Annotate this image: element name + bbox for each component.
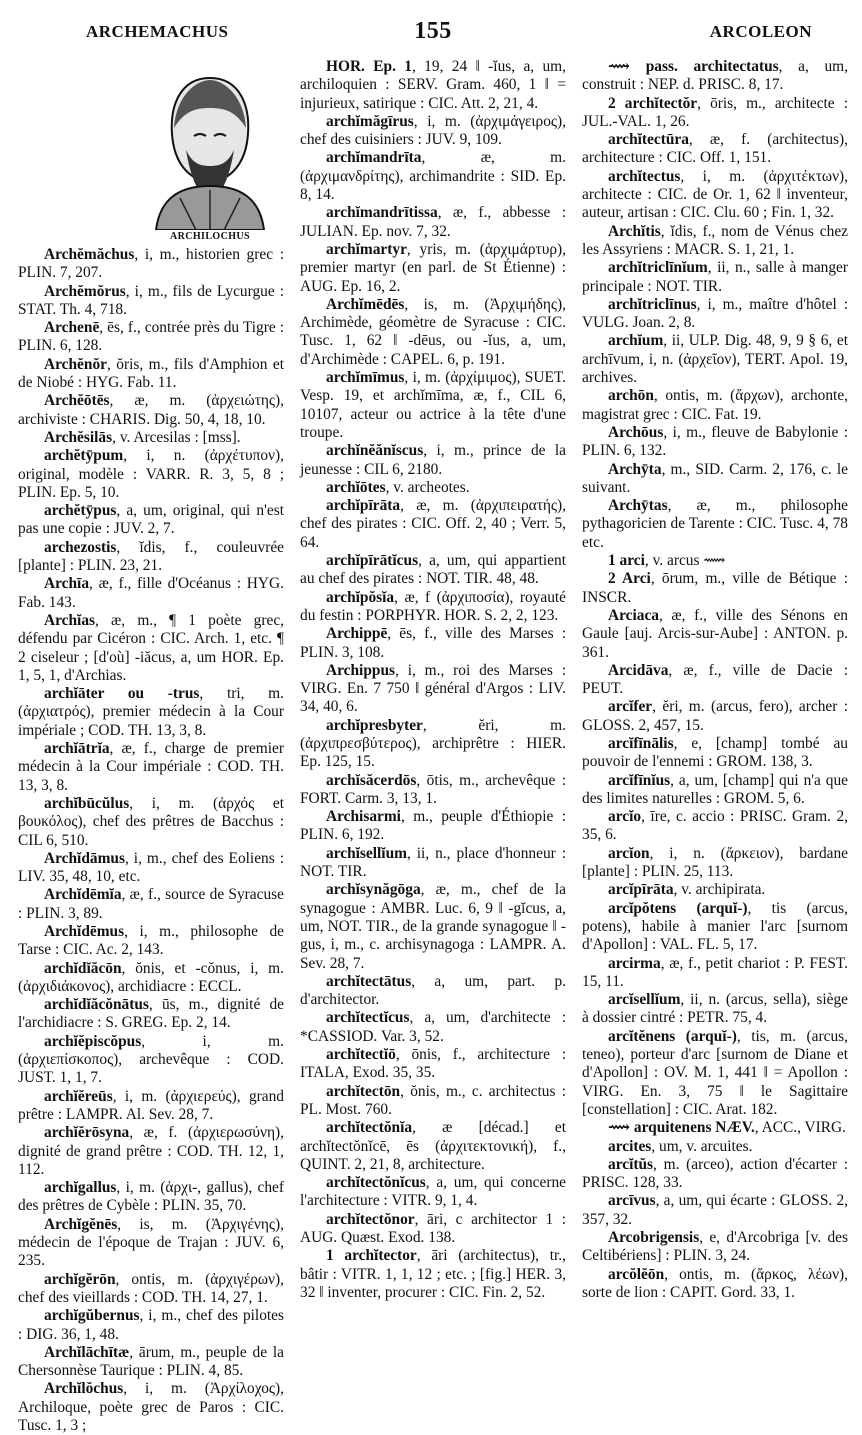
dictionary-entry: archĭtriclīnus, i, m., maître d'hôtel : VULG. Joan. 2, 8. bbox=[582, 295, 848, 332]
dictionary-entry: Archĕōtēs, æ, m. (ἀρχειώτης), archiviste : CHARIS. Dig. 50, 4, 18, 10. bbox=[18, 392, 284, 428]
dictionary-entry: archĭnĕănĭscus, i, m., prince de la jeunesse : CIL 6, 2180. bbox=[300, 442, 566, 478]
header-right-guideword: ARCOLEON bbox=[709, 22, 812, 41]
dictionary-entry: archĭtectus, i, m. (ἀρχιτέκτων), architecte : CIC. de Or. 1, 62 ‖ inventeur, auteur, artisan : CIC. Clu. 60 ; Fin. 1, 32. bbox=[582, 167, 848, 222]
dictionary-entry: arcĭon, i, n. (ἄρκειον), bardane [plante] : PLIN. 25, 113. bbox=[582, 844, 848, 881]
dictionary-entry: 2 Arci, ōrum, m., ville de Bétique : INSCR. bbox=[582, 570, 849, 606]
dictionary-entry: arcĭpīrāta, v. archipirata. bbox=[608, 881, 766, 899]
dictionary-entry: Archĭtis, ĭdis, f., nom de Vénus chez les Assyriens : MACR. S. 1, 21, 1. bbox=[582, 222, 848, 258]
dictionary-entry: archĭdĭăcōn, ŏnis, et -cŏnus, i, m. (ἀρχιδιάκονος), archidiacre : ECCL. bbox=[18, 959, 284, 995]
dictionary-entry: arcĭpŏtens (arquĭ-), tis (arcus, potens), habile à manier l'arc [surnom d'Apollon] : VAL. FL. 5, 17. bbox=[582, 899, 849, 954]
column-2 bbox=[300, 58, 566, 1435]
dictionary-entry: archĭpīrātĭcus, a, um, qui appartient au chef des pirates : NOT. TIR. 48, 48. bbox=[300, 552, 566, 588]
archilochus-figure bbox=[136, 58, 284, 246]
dictionary-entry: Archĭlāchītæ, ārum, m., peuple de la Chersonnèse Taurique : PLIN. 4, 85. bbox=[18, 1343, 284, 1380]
dictionary-entry: Archisarmi, m., peuple d'Éthiopie : PLIN. 6, 192. bbox=[300, 808, 566, 844]
dictionary-entry: Archĕnŏr, ŏris, m., fils d'Amphion et de Niobé : HYG. Fab. 11. bbox=[18, 355, 284, 392]
dictionary-entry: Archōus, i, m., fleuve de Babylonie : PLIN. 6, 132. bbox=[582, 423, 848, 460]
dictionary-entry: 1 archĭtector, āri (architectus), tr., bâtir : VITR. 1, 1, 12 ; etc. ; [fig.] HER. 3, 32 ‖ inventer, procurer : CIC. Fin. 2, 52. bbox=[300, 1247, 566, 1301]
dictionary-entry: Archĭmēdēs, is, m. (Ἀρχιμήδης), Archimède, géomètre de Syracuse : CIC. Tusc. 1, 62 ‖ -dēus, ou -ĭus, a, um, d'Archimède : CAPEL. 6, p. 191. bbox=[300, 295, 566, 368]
dictionary-entry: arcĭtĕnens (arquĭ-), tis, m. (arcus, teneo), porteur d'arc [surnom de Diane et d'Apollon] : OV. M. 1, 441 ‖ = Apollon : VIRG. En. 3, 75 ‖ le Sagittaire [constellation] : CIC. Arat. 182. bbox=[582, 1027, 848, 1118]
entry-columns bbox=[18, 58, 848, 1435]
dictionary-entry: ⟿ arquitenens NÆV., ACC., VIRG. bbox=[608, 1119, 847, 1137]
dictionary-entry: archĭum, ii, ULP. Dig. 48, 9, 9 § 6, et archīvum, i, n. (ἀρχεῖον), TERT. Apol. 19, archives. bbox=[582, 332, 848, 387]
dictionary-entry: Arcidāva, æ, f., ville de Dacie : PEUT. bbox=[582, 661, 848, 698]
dictionary-entry: 2 archĭtectŏr, ōris, m., architecte : JUL.-VAL. 1, 26. bbox=[582, 94, 848, 130]
dictionary-entry: archĭātrĭa, æ, f., charge de premier médecin à la Cour impériale : COD. TH. 13, 3, 8. bbox=[18, 740, 284, 794]
dictionary-entry: archĭpīrāta, æ, m. (ἀρχιπειρατής), chef des pirates : CIC. Off. 2, 40 ; Verr. 5, 64. bbox=[300, 497, 566, 551]
dictionary-entry: archĭtectūra, æ, f. (architectus), architecture : CIC. Off. 1, 151. bbox=[582, 131, 848, 167]
dictionary-entry: Archĭas, æ, m., ¶ 1 poète grec, défendu par Cicéron : CIC. Arch. 1, etc. ¶ 2 ciseleur ; [d'où] -iăcus, a, um HOR. Ep. 1, 5, 1, d'Archias. bbox=[18, 611, 284, 684]
dictionary-entry: Arciaca, æ, f., ville des Sénons en Gaule [auj. Arcis-sur-Aube] : ANTON. p. 361. bbox=[582, 606, 848, 661]
dictionary-entry: archĭsăcerdōs, ōtis, m., archevêque : FORT. Carm. 3, 13, 1. bbox=[300, 771, 566, 807]
dictionary-entry: archĭmartyr, yris, m. (ἀρχιμάρτυρ), premier martyr (en parl. de St Étienne) : AUG. Ep. 16, 2. bbox=[300, 240, 566, 295]
column-1 bbox=[18, 58, 284, 1435]
dictionary-entry: archezostis, ĭdis, f., couleuvrée [plante] : PLIN. 23, 21. bbox=[18, 538, 284, 575]
dictionary-entry: archĕtȳpus, a, um, original, qui n'est pas une copie : JUV. 2, 7. bbox=[18, 502, 284, 538]
dictionary-entry: archĭsellĭum, ii, n., place d'honneur : NOT. TIR. bbox=[300, 844, 566, 881]
dictionary-entry: Archĕmăchus, i, m., historien grec : PLIN. 7, 207. bbox=[18, 246, 284, 282]
dictionary-entry: archĭgŭbernus, i, m., chef des pilotes : DIG. 36, 1, 48. bbox=[18, 1307, 284, 1343]
dictionary-entry: archĭĕpiscŏpus, i, m. (ἀρχιεπίσκοπος), archevêque : COD. JUST. 1, 1, 7. bbox=[18, 1032, 284, 1087]
dictionary-entry: archĭtectĭō, ōnis, f., architecture : ITALA, Exod. 35, 35. bbox=[300, 1046, 566, 1082]
dictionary-entry: arcĭo, īre, c. accio : PRISC. Gram. 2, 35, 6. bbox=[582, 808, 848, 844]
dictionary-entry: Archĭdēmĭa, æ, f., source de Syracuse : PLIN. 3, 89. bbox=[18, 886, 284, 922]
dictionary-entry: arcĭfīnālis, e, [champ] tombé au pouvoir de l'ennemi : GROM. 138, 3. bbox=[582, 734, 848, 771]
dictionary-entry: Archĭdēmus, i, m., philosophe de Tarse : CIC. Ac. 2, 143. bbox=[18, 922, 284, 959]
dictionary-entry: Archippus, i, m., roi des Marses : VIRG. En. 7 750 ‖ général d'Argos : LIV. 34, 40, 6. bbox=[300, 661, 566, 716]
dictionary-entry: ⟿ pass. architectatus, a, um, construit : NEP. d. PRISC. 8, 17. bbox=[582, 58, 848, 94]
dictionary-entry: archĭtectātus, a, um, part. p. d'architector. bbox=[300, 972, 566, 1009]
dictionary-entry: archĭōtes, v. archeotes. bbox=[326, 478, 470, 496]
dictionary-entry: Archippē, ēs, f., ville des Marses : PLIN. 3, 108. bbox=[300, 625, 566, 661]
dictionary-entry: archĭtectĭcus, a, um, d'architecte : *CASSIOD. Var. 3, 52. bbox=[300, 1009, 566, 1045]
dictionary-entry: arcĭfer, ĕri, m. (arcus, fero), archer : GLOSS. 2, 457, 15. bbox=[582, 698, 848, 734]
dictionary-entry: Archĭlŏchus, i, m. (Ἀρχίλοχος), Archiloque, poète grec de Paros : CIC. Tusc. 1, 3 ; bbox=[18, 1380, 284, 1434]
dictionary-entry: archĭmīmus, i, m. (ἀρχίμιμος), SUET. Vesp. 19, et archĭmīma, æ, f., CIL 6, 10107, acteur ou actrice à la tête d'une troupe. bbox=[300, 369, 566, 441]
dictionary-entry: archĭĕrōsyna, æ, f. (ἀρχιερωσύνη), dignité de grand prêtre : COD. TH. 12, 1, 112. bbox=[18, 1124, 284, 1178]
dictionary-entry: HOR. Ep. 1, 19, 24 ‖ -ĭus, a, um, archiloquien : SERV. Gram. 460, 1 ‖ = injurieux, satirique : CIC. Att. 2, 21, 4. bbox=[300, 58, 567, 112]
dictionary-entry: archĭpresbyter, ĕri, m. (ἀρχιπρεσβύτερος), archiprêtre : HIER. Ep. 125, 15. bbox=[300, 716, 566, 771]
column-3 bbox=[582, 58, 848, 1435]
dictionary-entry: arcĭsellĭum, ii, n. (arcus, sella), siège à dossier cintré : PETR. 75, 4. bbox=[582, 991, 848, 1027]
dictionary-entry: archĭtectŏnor, āri, c architector 1 : AUG. Quæst. Exod. 138. bbox=[300, 1210, 566, 1246]
dictionary-entry: arcĭtŭs, m. (arceo), action d'écarter : PRISC. 128, 33. bbox=[582, 1155, 848, 1192]
dictionary-entry: archĭgĕrōn, ontis, m. (ἀρχιγέρων), chef des vieillards : COD. TH. 14, 27, 1. bbox=[18, 1270, 284, 1306]
running-header bbox=[18, 18, 848, 52]
dictionary-entry: Archīa, æ, f., fille d'Océanus : HYG. Fab. 143. bbox=[18, 575, 284, 611]
dictionary-entry: archĭtriclīnĭum, ii, n., salle à manger principale : NOT. TIR. bbox=[582, 259, 848, 295]
dictionary-entry: archĕtȳpum, i, n. (ἀρχέτυπον), original, modèle : VARR. R. 3, 5, 8 ; PLIN. Ep. 5, 10. bbox=[18, 447, 284, 501]
dictionary-entry: arcirma, æ, f., petit chariot : P. FEST. 15, 11. bbox=[582, 954, 848, 990]
dictionary-entry: archĭtectŏnĭcus, a, um, qui concerne l'architecture : VITR. 9, 1, 4. bbox=[300, 1174, 566, 1210]
dictionary-entry: arcĭfīnĭus, a, um, [champ] qui n'a que des limites naturelles : GROM. 5, 6. bbox=[582, 771, 848, 807]
dictionary-entry: Archĭdāmus, i, m., chef des Eoliens : LIV. 35, 48, 10, etc. bbox=[18, 849, 284, 886]
dictionary-entry: arcites, um, v. arcuites. bbox=[608, 1137, 753, 1155]
dictionary-entry: archĭtectōn, ŏnis, m., c. architectus : PL. Most. 760. bbox=[300, 1082, 566, 1118]
dictionary-entry: archĭtectŏnĭa, æ [décad.] et archĭtectŏnĭcē, ēs (ἀρχιτεκτονική), f., QUINT. 2, 21, 8, architecture. bbox=[300, 1119, 566, 1173]
figure-caption: ARCHILOCHUS bbox=[170, 231, 250, 242]
dictionary-entry: archĭgallus, i, m. (ἀρχι-, gallus), chef des prêtres de Cybèle : PLIN. 35, 70. bbox=[18, 1179, 284, 1215]
dictionary-entry: archĭbūcŭlus, i, m. (ἀρχός et βουκόλος), chef des prêtres de Bacchus : CIL 6, 510. bbox=[18, 794, 284, 849]
dictionary-entry: 1 arci, v. arcus ⟿ bbox=[608, 552, 726, 570]
dictionary-entry: Archenē, ēs, f., contrée près du Tigre : PLIN. 6, 128. bbox=[18, 319, 284, 355]
dictionary-entry: arcīvus, a, um, qui écarte : GLOSS. 2, 357, 32. bbox=[582, 1192, 848, 1228]
page-number: 155 bbox=[414, 18, 452, 44]
portrait-bust-icon bbox=[136, 58, 284, 230]
dictionary-entry: archōn, ontis, m. (ἄρχων), archonte, magistrat grec : CIC. Fat. 19. bbox=[582, 387, 848, 423]
dictionary-entry: archĭāter ou -trus, tri, m. (ἀρχιατρός), premier médecin à la Cour impériale ; COD. TH. 13, 3, 8. bbox=[18, 685, 284, 739]
dictionary-entry: arcŏlĕōn, ontis, m. (ἄρκος, λέων), sorte de lion : CAPIT. Gord. 33, 1. bbox=[582, 1265, 848, 1301]
dictionary-entry: archĭmandrīta, æ, m. (ἀρχιμανδρίτης), archimandrite : SID. Ep. 8, 14. bbox=[300, 149, 566, 204]
dictionary-entry: archĭmandrītissa, æ, f., abbesse : JULIAN. Ep. nov. 7, 32. bbox=[300, 204, 566, 240]
dictionary-entry: archĭpŏsĭa, æ, f (ἀρχιποσία), royauté du festin : PORPHYR. HOR. S. 2, 2, 123. bbox=[300, 588, 566, 624]
header-left-guideword: ARCHEMACHUS bbox=[86, 22, 229, 41]
dictionary-entry: Archĕsilās, v. Arcesilas : [mss]. bbox=[44, 428, 241, 446]
dictionary-entry: archĭdĭăcŏnātus, ūs, m., dignité de l'archidiacre : S. GREG. Ep. 2, 14. bbox=[18, 996, 284, 1032]
dictionary-entry: Archĕmŏrus, i, m., fils de Lycurgue : STAT. Th. 4, 718. bbox=[18, 282, 284, 318]
dictionary-entry: archĭĕreūs, i, m. (ἀρχιερεύς), grand prêtre : LAMPR. Al. Sev. 28, 7. bbox=[18, 1087, 284, 1123]
dictionary-entry: archĭsynăgōga, æ, m., chef de la synagogue : AMBR. Luc. 6, 9 ‖ -gĭcus, a, um, NOT. TIR., de la grande synagogue ‖ -gus, i, m., c. archisynagoga : LAMPR. A. Sev. 28, 7. bbox=[300, 881, 566, 972]
dictionary-entry: Archĭgĕnēs, is, m. (Ἀρχιγένης), médecin de l'époque de Trajan : JUV. 6, 235. bbox=[18, 1215, 284, 1270]
dictionary-entry: Archȳtas, æ, m., philosophe pythagoricien de Tarente : CIC. Tusc. 4, 78 etc. bbox=[582, 497, 848, 551]
dictionary-entry: Archȳta, m., SID. Carm. 2, 176, c. le suivant. bbox=[582, 460, 848, 496]
dictionary-entry: Arcobrigensis, e, d'Arcobriga [v. des Celtibériens] : PLIN. 3, 24. bbox=[582, 1229, 848, 1265]
dictionary-entry: archĭmăgīrus, i, m. (ἀρχιμάγειρος), chef des cuisiniers : JUV. 9, 109. bbox=[300, 112, 566, 149]
